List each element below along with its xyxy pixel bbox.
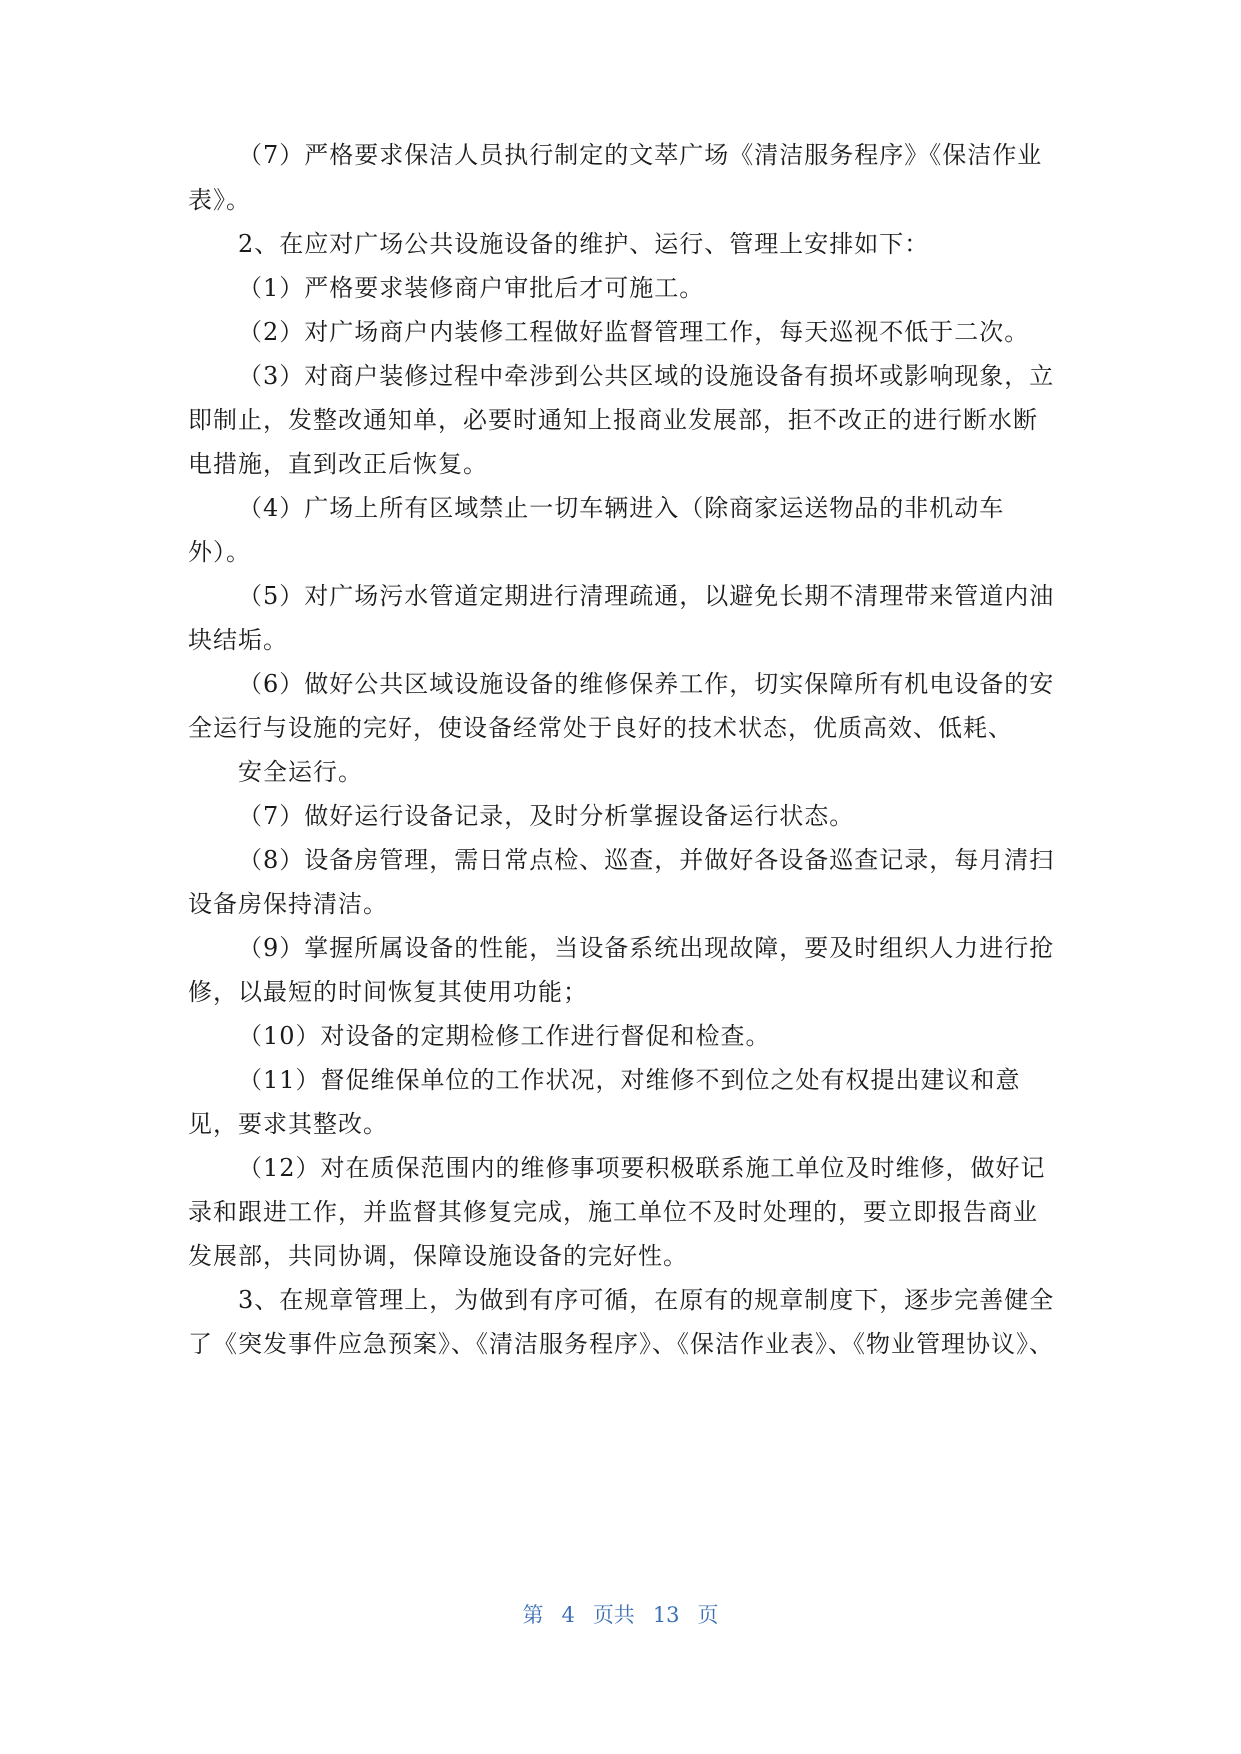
paragraph-line: 修，以最短的时间恢复其使用功能； bbox=[188, 978, 588, 1006]
paragraph-line: 了《突发事件应急预案》、《清洁服务程序》、《保洁作业表》、《物业管理协议》、 bbox=[188, 1330, 1054, 1358]
paragraph-line: 录和跟进工作，并监督其修复完成，施工单位不及时处理的，要立即报告商业 bbox=[188, 1198, 1038, 1226]
paragraph-line: 见，要求其整改。 bbox=[188, 1110, 388, 1138]
paragraph-line: 3、在规章管理上，为做到有序可循，在原有的规章制度下，逐步完善健全 bbox=[238, 1286, 1055, 1314]
paragraph-line: 外）。 bbox=[188, 538, 251, 566]
paragraph-line: 全运行与设施的完好，使设备经常处于良好的技术状态，优质高效、低耗、 bbox=[188, 714, 1013, 742]
paragraph-line: （10）对设备的定期检修工作进行督促和检查。 bbox=[238, 1022, 771, 1050]
paragraph-line: 表》。 bbox=[188, 186, 251, 214]
footer-current-page: 4 bbox=[561, 1603, 575, 1627]
paragraph-line: （7）做好运行设备记录，及时分析掌握设备运行状态。 bbox=[238, 802, 855, 830]
paragraph-line: （6）做好公共区域设施设备的维修保养工作，切实保障所有机电设备的安 bbox=[238, 670, 1055, 698]
footer-prefix: 第 bbox=[522, 1603, 544, 1627]
paragraph-line: （9）掌握所属设备的性能，当设备系统出现故障，要及时组织人力进行抢 bbox=[238, 934, 1055, 962]
page-footer bbox=[0, 1602, 1241, 1628]
paragraph-line: （11）督促维保单位的工作状况，对维修不到位之处有权提出建议和意 bbox=[238, 1066, 1021, 1094]
paragraph-line: （3）对商户装修过程中牵涉到公共区域的设施设备有损坏或影响现象，立 bbox=[238, 362, 1055, 390]
paragraph-line: （2）对广场商户内装修工程做好监督管理工作，每天巡视不低于二次。 bbox=[238, 318, 1030, 346]
footer-total-pages: 13 bbox=[652, 1603, 680, 1627]
paragraph-line: 发展部，共同协调，保障设施设备的完好性。 bbox=[188, 1242, 688, 1270]
paragraph-line: （7）严格要求保洁人员执行制定的文萃广场《清洁服务程序》《保洁作业 bbox=[238, 141, 1043, 169]
paragraph-line: 电措施，直到改正后恢复。 bbox=[188, 450, 488, 478]
footer-suffix: 页 bbox=[697, 1603, 719, 1627]
paragraph-line: （5）对广场污水管道定期进行清理疏通，以避免长期不清理带来管道内油 bbox=[238, 582, 1055, 610]
paragraph-line: 即制止，发整改通知单，必要时通知上报商业发展部，拒不改正的进行断水断 bbox=[188, 406, 1038, 434]
footer-middle: 页共 bbox=[592, 1603, 635, 1627]
paragraph-line: 设备房保持清洁。 bbox=[188, 890, 388, 918]
paragraph-line: 块结垢。 bbox=[188, 626, 288, 654]
paragraph-line: 安全运行。 bbox=[238, 758, 363, 786]
paragraph-line: （4）广场上所有区域禁止一切车辆进入（除商家运送物品的非机动车 bbox=[238, 494, 1005, 522]
paragraph-line: （1）严格要求装修商户审批后才可施工。 bbox=[238, 274, 705, 302]
paragraph-line: （12）对在质保范围内的维修事项要积极联系施工单位及时维修，做好记 bbox=[238, 1154, 1046, 1182]
paragraph-line: 2、在应对广场公共设施设备的维护、运行、管理上安排如下： bbox=[238, 230, 930, 258]
paragraph-line: （8）设备房管理，需日常点检、巡查，并做好各设备巡查记录，每月清扫 bbox=[238, 846, 1055, 874]
